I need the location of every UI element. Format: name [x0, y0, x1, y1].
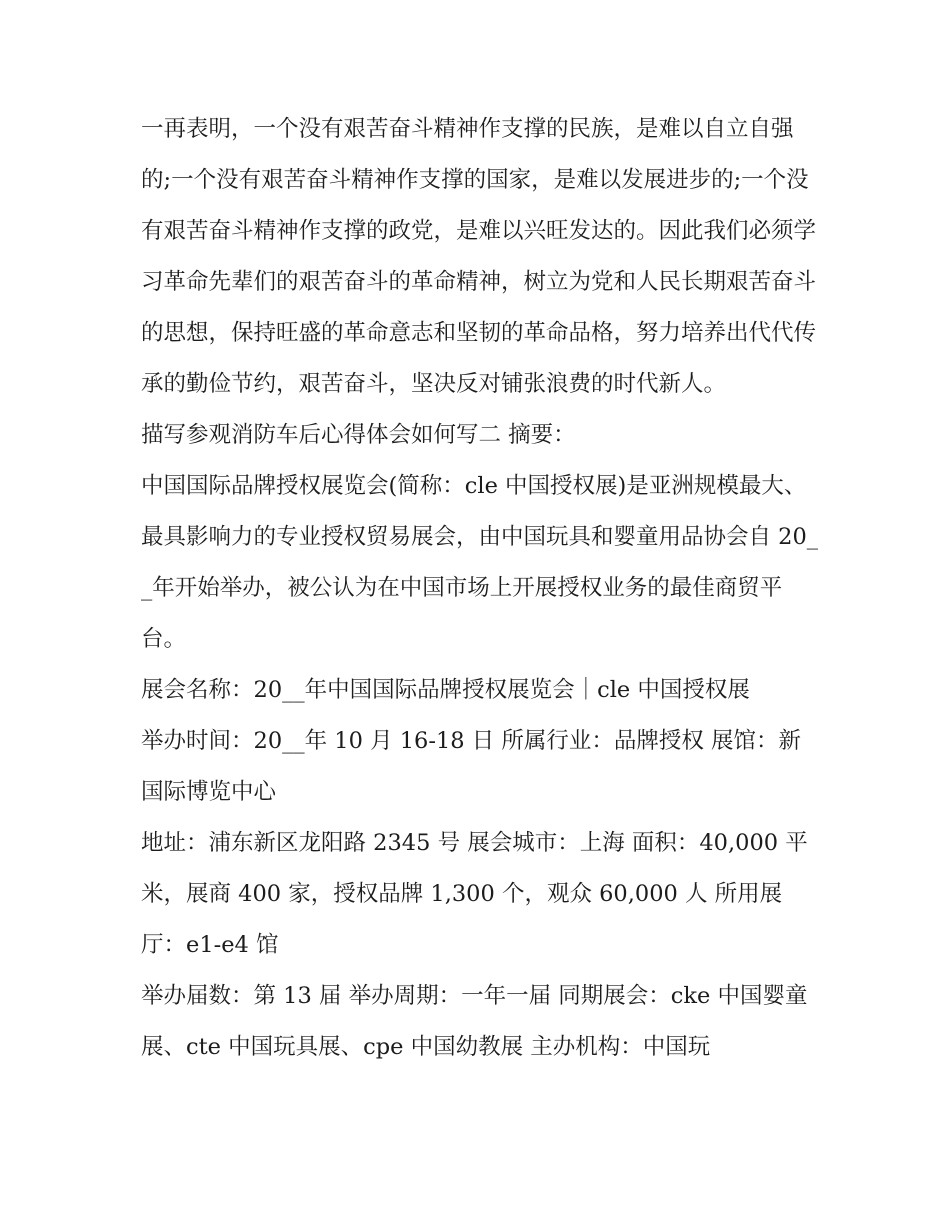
body-paragraph-expo-intro: 中国国际品牌授权展览会(简称：cle 中国授权展)是亚洲规模最大、最具影响力的专业授权贸易展会，由中国玩具和婴童用品协会自 20__年开始举办，被公认为在中国市场上开展授权业务的最佳商贸平台。 — [141, 473, 819, 652]
body-paragraph-hardship-spirit: 一再表明，一个没有艰苦奋斗精神作支撑的民族，是难以自立自强的;一个没有艰苦奋斗精神作支撑的国家，是难以发展进步的;一个没有艰苦奋斗精神作支撑的政党，是难以兴旺发达的。因此我们必须学习革命先辈们的艰苦奋斗的革命精神，树立为党和人民长期艰苦奋斗的思想，保持旺盛的革命意志和坚韧的革命品格，努力培养出代代传承的勤俭节约，艰苦奋斗，坚决反对铺张浪费的时代新人。 — [141, 116, 817, 397]
document-page — [141, 104, 821, 1073]
expo-address-line: 地址：浦东新区龙阳路 2345 号 展会城市：上海 面积：40,000 平米，展商 400 家，授权品牌 1,300 个，观众 60,000 人 所用展厅：e1-e4 馆 — [141, 830, 808, 958]
expo-time-line: 举办时间：20__年 10 月 16-18 日 所属行业：品牌授权 展馆：新国际博览中心 — [141, 728, 802, 805]
expo-name-line: 展会名称：20__年中国国际品牌授权展览会｜cle 中国授权展 — [141, 677, 750, 703]
section-heading-summary: 描写参观消防车后心得体会如何写二 摘要： — [141, 422, 576, 448]
expo-sessions-line: 举办届数：第 13 届 举办周期：一年一届 同期展会：cke 中国婴童展、cte 中国玩具展、cpe 中国幼教展 主办机构：中国玩 — [141, 983, 808, 1060]
